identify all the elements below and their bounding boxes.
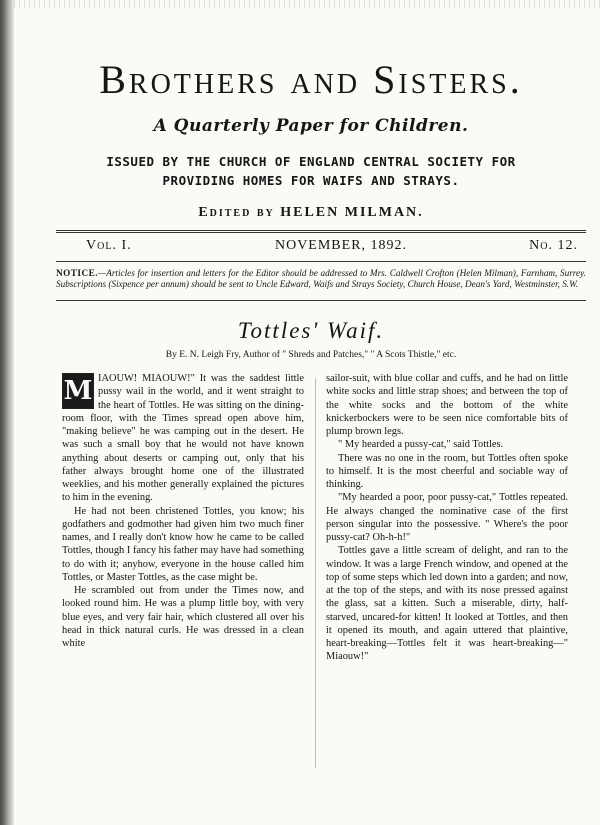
story-paragraph	[62, 372, 304, 505]
story-paragraph: He had not been christened Tottles, you know; his godfathers and godmother had given him two much finer names, and I really don't know how he came to be called Tottles, though I fancy his father may have had something to do with it; anyhow, everyone in the house called him Tottles, or Master Tottles, as the case might be.	[62, 505, 304, 583]
issue-number: No. 12.	[529, 238, 578, 253]
masthead-title: Brothers and Sisters.	[99, 57, 523, 102]
story-paragraph: He scrambled out from under the Times now, and looked round him. He was a plump little boy, with very blue eyes, and very fair hair, which clustered all over his head in thick natural curls. He was dressed in a clean white	[62, 585, 304, 649]
notice-text: —Articles for insertion and letters for the Editor should be addressed to Mrs. Caldwell Crofton (Helen Milman), Farnham, Surrey. Subscriptions (Sixpence per annum) should be sent to Uncle Edward, Waifs and Strays Society, Church House, Dean's Yard, Westminster, S.W.	[56, 268, 586, 289]
masthead-subtitle: A Quarterly Paper for Children.	[153, 116, 469, 136]
paragraph-text: IAOUW! MIAOUW!" It was the saddest little pussy wail in the world, and it went straight to the heart of Tottles. He was sitting on the dining-room floor, with the Times spread open above him, "making believe" he was camping out in the desert. He was such a small boy that he would not have known anything about deserts or camping out, only that his father always brought home one of the illustrated weeklies, and his mother generally explained the pictures to him in the evening.	[62, 373, 304, 504]
header-rule-bottom	[56, 261, 586, 262]
editorial-notice	[56, 268, 586, 290]
column-divider	[315, 378, 316, 768]
publisher-statement	[36, 152, 586, 190]
story-column-left	[62, 372, 304, 650]
editor-credit: Edited by HELEN MILMAN.	[198, 205, 424, 220]
story-paragraph: sailor-suit, with blue collar and cuffs, and he had on little white socks and little strap shoes; and between the top of the white socks and the bottom of the white knickerbockers were to be seen nice comfortable bits of plump brown legs.	[326, 373, 568, 437]
publisher-line-1: ISSUED BY THE CHURCH OF ENGLAND CENTRAL SOCIETY FOR	[106, 154, 516, 169]
issue-info	[56, 238, 586, 258]
story-paragraph: Tottles gave a little scream of delight, and ran to the window. It was a large French window, and opened at the top of some steps which led down into a garden; and now, at the top of the steps, and with its nose pressed against the glass, sat a kitten. Such a miserable, dirty, half-starved, uncared-for kitten! It looked at Tottles, and then it opened its mouth, and again uttered that plaintive, heart-breaking—Tottles felt it was heart-breaking—" Miaouw!"	[326, 545, 568, 663]
page-spine-shadow	[0, 0, 14, 825]
story-title: Tottles' Waif.	[237, 318, 385, 343]
story-paragraph: There was no one in the room, but Tottles often spoke to himself. It is the most cheerful and sociable way of thinking.	[326, 452, 568, 490]
header-rule-top	[56, 230, 586, 233]
document-page	[36, 0, 586, 825]
story-byline: By E. N. Leigh Fry, Author of " Shreds and Patches," " A Scots Thistle," etc.	[165, 350, 457, 360]
story-paragraph: "My hearded a poor, poor pussy-cat," Tottles repeated. He always changed the nominative case of the first person singular into the possessive. " Where's the poor pussy-cat? Oh-h-h!"	[326, 492, 568, 543]
publisher-line-2: PROVIDING HOMES FOR WAIFS AND STRAYS.	[162, 173, 460, 188]
volume-label: Vol. I.	[86, 238, 132, 253]
notice-label: NOTICE.	[56, 268, 99, 278]
story-paragraph: " My hearded a pussy-cat," said Tottles.	[338, 439, 504, 451]
issue-date: NOVEMBER, 1892.	[274, 238, 408, 253]
drop-cap: M	[62, 373, 94, 409]
story-column-right	[326, 372, 568, 664]
notice-rule	[56, 300, 586, 301]
